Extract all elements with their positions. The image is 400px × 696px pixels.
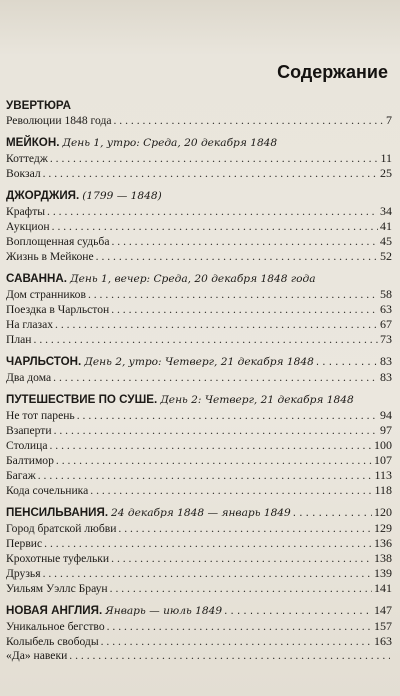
page-number: 67	[380, 317, 392, 331]
toc-section	[6, 392, 392, 498]
section-heading[interactable]	[6, 603, 392, 619]
entry-title: Уильям Уэллс Браун	[6, 582, 108, 595]
section-heading[interactable]	[6, 354, 392, 370]
toc-entry[interactable]	[6, 113, 392, 128]
toc-entry[interactable]	[6, 332, 392, 347]
entry-title: Дом странников	[6, 288, 86, 301]
page-number: 120	[374, 505, 392, 519]
section-heading[interactable]	[6, 188, 392, 204]
toc-entry[interactable]	[6, 219, 392, 234]
section-subtitle: (1799 — 1848)	[82, 190, 162, 202]
dot-leader	[52, 220, 378, 234]
dot-leader	[96, 250, 378, 264]
dot-leader	[293, 505, 372, 520]
toc-section	[6, 188, 392, 264]
page-number: 58	[380, 287, 392, 301]
dot-leader	[50, 152, 379, 166]
section-heading[interactable]	[6, 271, 392, 287]
entry-title: На глазах	[6, 318, 54, 331]
toc-entry[interactable]	[6, 302, 392, 317]
page-number: 63	[380, 302, 392, 316]
entry-title: Столица	[6, 439, 48, 452]
page-number: 25	[380, 166, 392, 180]
dot-leader	[43, 567, 372, 581]
dot-leader	[34, 333, 378, 347]
toc-entry[interactable]	[6, 468, 392, 483]
section-heading[interactable]	[6, 392, 392, 408]
entry-title: Аукцион	[6, 220, 50, 233]
section-heading[interactable]	[6, 98, 392, 113]
dot-leader	[54, 424, 378, 438]
page-number: 41	[380, 219, 392, 233]
entry-title: Революции 1848 года	[6, 114, 112, 127]
entry-title: Поездка в Чарльстон	[6, 303, 110, 316]
dot-leader	[56, 454, 372, 468]
toc-entry[interactable]	[6, 619, 392, 634]
page-number: 163	[374, 634, 392, 648]
dot-leader	[77, 409, 378, 423]
section-subtitle: День 1, утро: Среда, 20 декабря 1848	[62, 137, 278, 149]
page-title: Содержание	[277, 62, 388, 82]
section-name: УВЕРТЮРА	[6, 99, 72, 112]
dot-leader	[55, 318, 378, 332]
page-number: 129	[374, 521, 392, 535]
page-number: 118	[374, 483, 392, 497]
section-heading[interactable]	[6, 505, 392, 521]
page-number: 34	[380, 204, 392, 218]
toc-section	[6, 354, 392, 385]
page-number: 138	[374, 551, 392, 565]
toc-entry[interactable]	[6, 649, 392, 663]
entry-title: Багаж	[6, 469, 36, 482]
dot-leader	[88, 288, 378, 302]
entry-title: Первис	[6, 537, 43, 550]
page-number: 7	[386, 113, 392, 127]
toc-entry[interactable]	[6, 634, 392, 649]
dot-leader	[118, 522, 372, 536]
dot-leader	[107, 620, 372, 634]
toc-sections	[6, 98, 392, 670]
toc-entry[interactable]	[6, 370, 392, 385]
toc-entry[interactable]	[6, 581, 392, 596]
entry-title: Жизнь в Мейконе	[6, 250, 94, 263]
page-number: 141	[374, 581, 392, 595]
toc-entry[interactable]	[6, 408, 392, 423]
entry-title: «Да» навеки	[6, 649, 68, 662]
toc-entry[interactable]	[6, 551, 392, 566]
entry-title: План	[6, 333, 32, 346]
page-number: 11	[380, 151, 392, 165]
page-number: 52	[380, 249, 392, 263]
dot-leader	[111, 303, 378, 317]
entry-title: Крафты	[6, 205, 46, 218]
entry-title: Вокзал	[6, 167, 41, 180]
entry-title: Уникальное бегство	[6, 620, 105, 633]
page-number: 139	[374, 566, 392, 580]
toc-section	[6, 603, 392, 663]
toc-section	[6, 98, 392, 128]
toc-entry[interactable]	[6, 234, 392, 249]
page-number: 73	[380, 332, 392, 346]
page-number: 94	[380, 408, 392, 422]
section-name: ЧАРЛЬСТОН.	[6, 355, 82, 368]
page-number: 157	[374, 619, 392, 633]
page-number: 83	[380, 370, 392, 384]
entry-title: Балтимор	[6, 454, 54, 467]
section-subtitle: Январь — июль 1849	[105, 605, 223, 617]
dot-leader	[111, 552, 372, 566]
page-number: 83	[380, 354, 392, 368]
section-heading[interactable]	[6, 135, 392, 151]
dot-leader	[53, 371, 378, 385]
dot-leader	[69, 649, 390, 663]
dot-leader	[111, 235, 378, 249]
page-number: 113	[374, 468, 392, 482]
entry-title: Взаперти	[6, 424, 52, 437]
entry-title: Два дома	[6, 371, 52, 384]
entry-title: Друзья	[6, 567, 41, 580]
section-subtitle: День 2, утро: Четверг, 21 декабря 1848	[84, 356, 314, 368]
entry-title: Город братской любви	[6, 522, 117, 535]
toc-entry[interactable]	[6, 438, 392, 453]
page-number: 147	[374, 603, 392, 617]
toc-entry[interactable]	[6, 536, 392, 551]
toc-entry[interactable]	[6, 566, 392, 581]
toc-entry[interactable]	[6, 204, 392, 219]
section-name: ПУТЕШЕСТВИЕ ПО СУШЕ.	[6, 393, 158, 406]
entry-title: Воплощенная судьба	[6, 235, 110, 248]
dot-leader	[44, 537, 372, 551]
section-name: МЕЙКОН.	[6, 136, 60, 149]
section-name: ПЕНСИЛЬВАНИЯ.	[6, 506, 109, 519]
dot-leader	[114, 114, 385, 128]
toc-entry[interactable]	[6, 166, 392, 181]
dot-leader	[110, 582, 372, 596]
section-name: ДЖОРДЖИЯ.	[6, 189, 80, 202]
toc-entry[interactable]	[6, 521, 392, 536]
toc-entry[interactable]	[6, 317, 392, 332]
dot-leader	[316, 354, 378, 369]
section-name: САВАННА.	[6, 272, 67, 285]
section-name: НОВАЯ АНГЛИЯ.	[6, 604, 103, 617]
entry-title: Крохотные туфельки	[6, 552, 110, 565]
dot-leader	[49, 439, 372, 453]
toc-section	[6, 271, 392, 347]
entry-title: Кода сочельника	[6, 484, 89, 497]
toc-entry[interactable]	[6, 287, 392, 302]
toc-entry[interactable]	[6, 453, 392, 468]
entry-title: Колыбель свободы	[6, 635, 99, 648]
dot-leader	[90, 484, 372, 498]
toc-entry[interactable]	[6, 483, 392, 498]
dot-leader	[43, 167, 378, 181]
toc-entry[interactable]	[6, 151, 392, 166]
section-subtitle: День 2: Четверг, 21 декабря 1848	[160, 394, 354, 406]
entry-title: Не тот парень	[6, 409, 75, 422]
entry-title: Коттедж	[6, 152, 48, 165]
page-number: 136	[374, 536, 392, 550]
dot-leader	[47, 205, 378, 219]
dot-leader	[38, 469, 373, 483]
dot-leader	[101, 635, 372, 649]
toc-section	[6, 505, 392, 596]
toc-entry[interactable]	[6, 249, 392, 264]
toc-entry[interactable]	[6, 423, 392, 438]
dot-leader	[224, 603, 372, 618]
page-number: 45	[380, 234, 392, 248]
section-subtitle: 24 декабря 1848 — январь 1849	[111, 507, 291, 519]
page-number: 97	[380, 423, 392, 437]
toc-section	[6, 135, 392, 181]
page-number: 107	[374, 453, 392, 467]
page-number: 100	[374, 438, 392, 452]
section-subtitle: День 1, вечер: Среда, 20 декабря 1848 года	[69, 273, 316, 285]
